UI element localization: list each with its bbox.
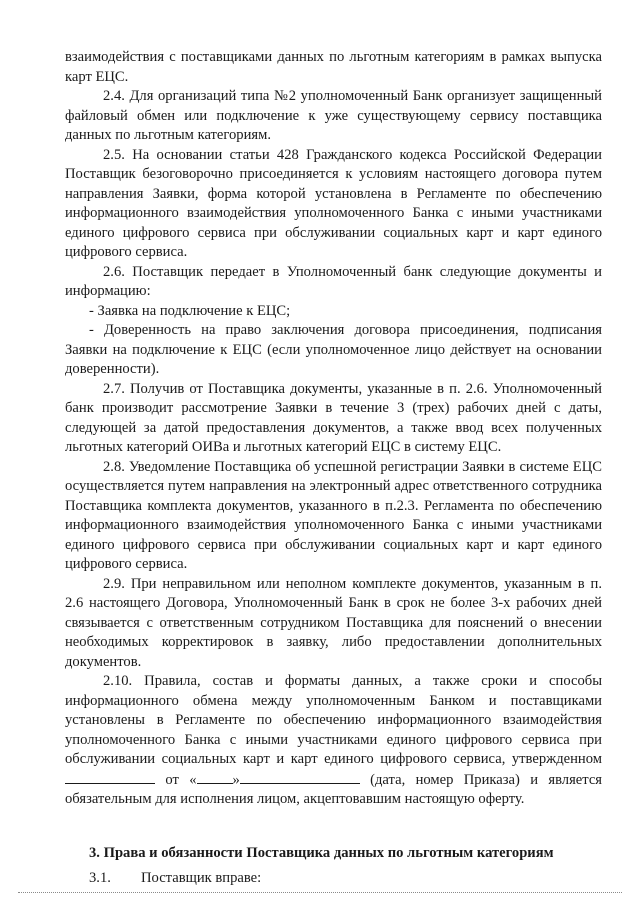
paragraph-continuation: взаимодействия с поставщиками данных по льготным категориям в рамках выпуска карт ЕЦС. [65, 49, 602, 85]
paragraph-2-6: 2.6. Поставщик передает в Уполномоченный банк следующие документы и информацию: [65, 263, 602, 299]
paragraph-2-10-quote: » [232, 771, 240, 788]
subsection-3-1-number: 3.1. [89, 870, 111, 886]
section-3-heading: 3. Права и обязанности Поставщика данных по льготным категориям [89, 844, 554, 861]
blank-line-day [197, 770, 233, 784]
list-item-power-of-attorney: - Доверенность на право заключения договора присоединения, подписания Заявки на подключение к ЕЦС (если уполномоченное лицо действует на основании доверенности). [65, 322, 602, 377]
paragraph-2-5: 2.5. На основании статьи 428 Гражданского кодекса Российской Федерации Поставщик безоговорочно присоединяется к условиям настоящего договора путем направления Заявки, форма которой установлена в Регламенте по обеспечению информационного взаимодействия уполномоченного Банка с иными участниками единого цифрового сервиса при обслуживании социальных карт и карт единого цифрового сервиса. [65, 146, 602, 260]
list-item-application: - Заявка на подключение к ЕЦС; [89, 302, 291, 319]
paragraph-2-4: 2.4. Для организаций типа №2 уполномоченный Банк организует защищенный файловый обмен или подключение к уже существующему сервису поставщика данных по льготным категориям. [65, 88, 602, 143]
paragraph-2-10-from: от « [155, 771, 197, 788]
document-body [65, 48, 602, 889]
paragraph-2-9: 2.9. При неправильном или неполном комплекте документов, указанным в п. 2.6 настоящего Договора, Уполномоченный Банк в срок не более 3-х рабочих дней связывается с ответственным сотрудником Поставщика для пояснений о внесении необходимых корректировок в заявку, либо предоставлении дополнительных документов. [65, 575, 602, 670]
scan-edge-line [18, 892, 622, 893]
subsection-3-1-text: Поставщик вправе: [141, 870, 262, 886]
paragraph-2-7: 2.7. Получив от Поставщика документы, указанные в п. 2.6. Уполномоченный банк производит рассмотрение Заявки в течение 3 (трех) рабочих дней с даты, следующей за датой предоставления документов, а также ввод всех полученных льготных категорий ОИВа и льготных категорий ЕЦС в систему ЕЦС. [65, 380, 602, 455]
paragraph-2-10-tail: (дата, номер Приказа) и является обязательным для исполнения лицом, акцептовавшим настоящую оферту. [65, 771, 603, 807]
paragraph-2-10-main: 2.10. Правила, состав и форматы данных, а также сроки и способы информационного обмена между уполномоченным Банком и поставщиками установлены в Регламенте по обеспечению информационного взаимодействия уполномоченного Банка с иными участниками единого цифрового сервиса при обслуживании социальных карт и карт единого цифрового сервиса, утвержденном [65, 673, 602, 767]
section-spacer [65, 810, 602, 844]
blank-line-number [65, 770, 155, 784]
paragraph-2-10 [65, 672, 602, 810]
subsection-3-1 [65, 869, 602, 889]
blank-line-month [240, 770, 360, 784]
paragraph-2-8: 2.8. Уведомление Поставщика об успешной регистрации Заявки в системе ЕЦС осуществляется путем направления на электронный адрес ответственного сотрудника Поставщика комплекта документов, указанного в п.2.3. Регламента по обеспечению информационного взаимодействия уполномоченного Банка с иными участниками единого цифрового сервиса при обслуживании социальных карт и карт единого цифрового сервиса. [65, 458, 602, 572]
